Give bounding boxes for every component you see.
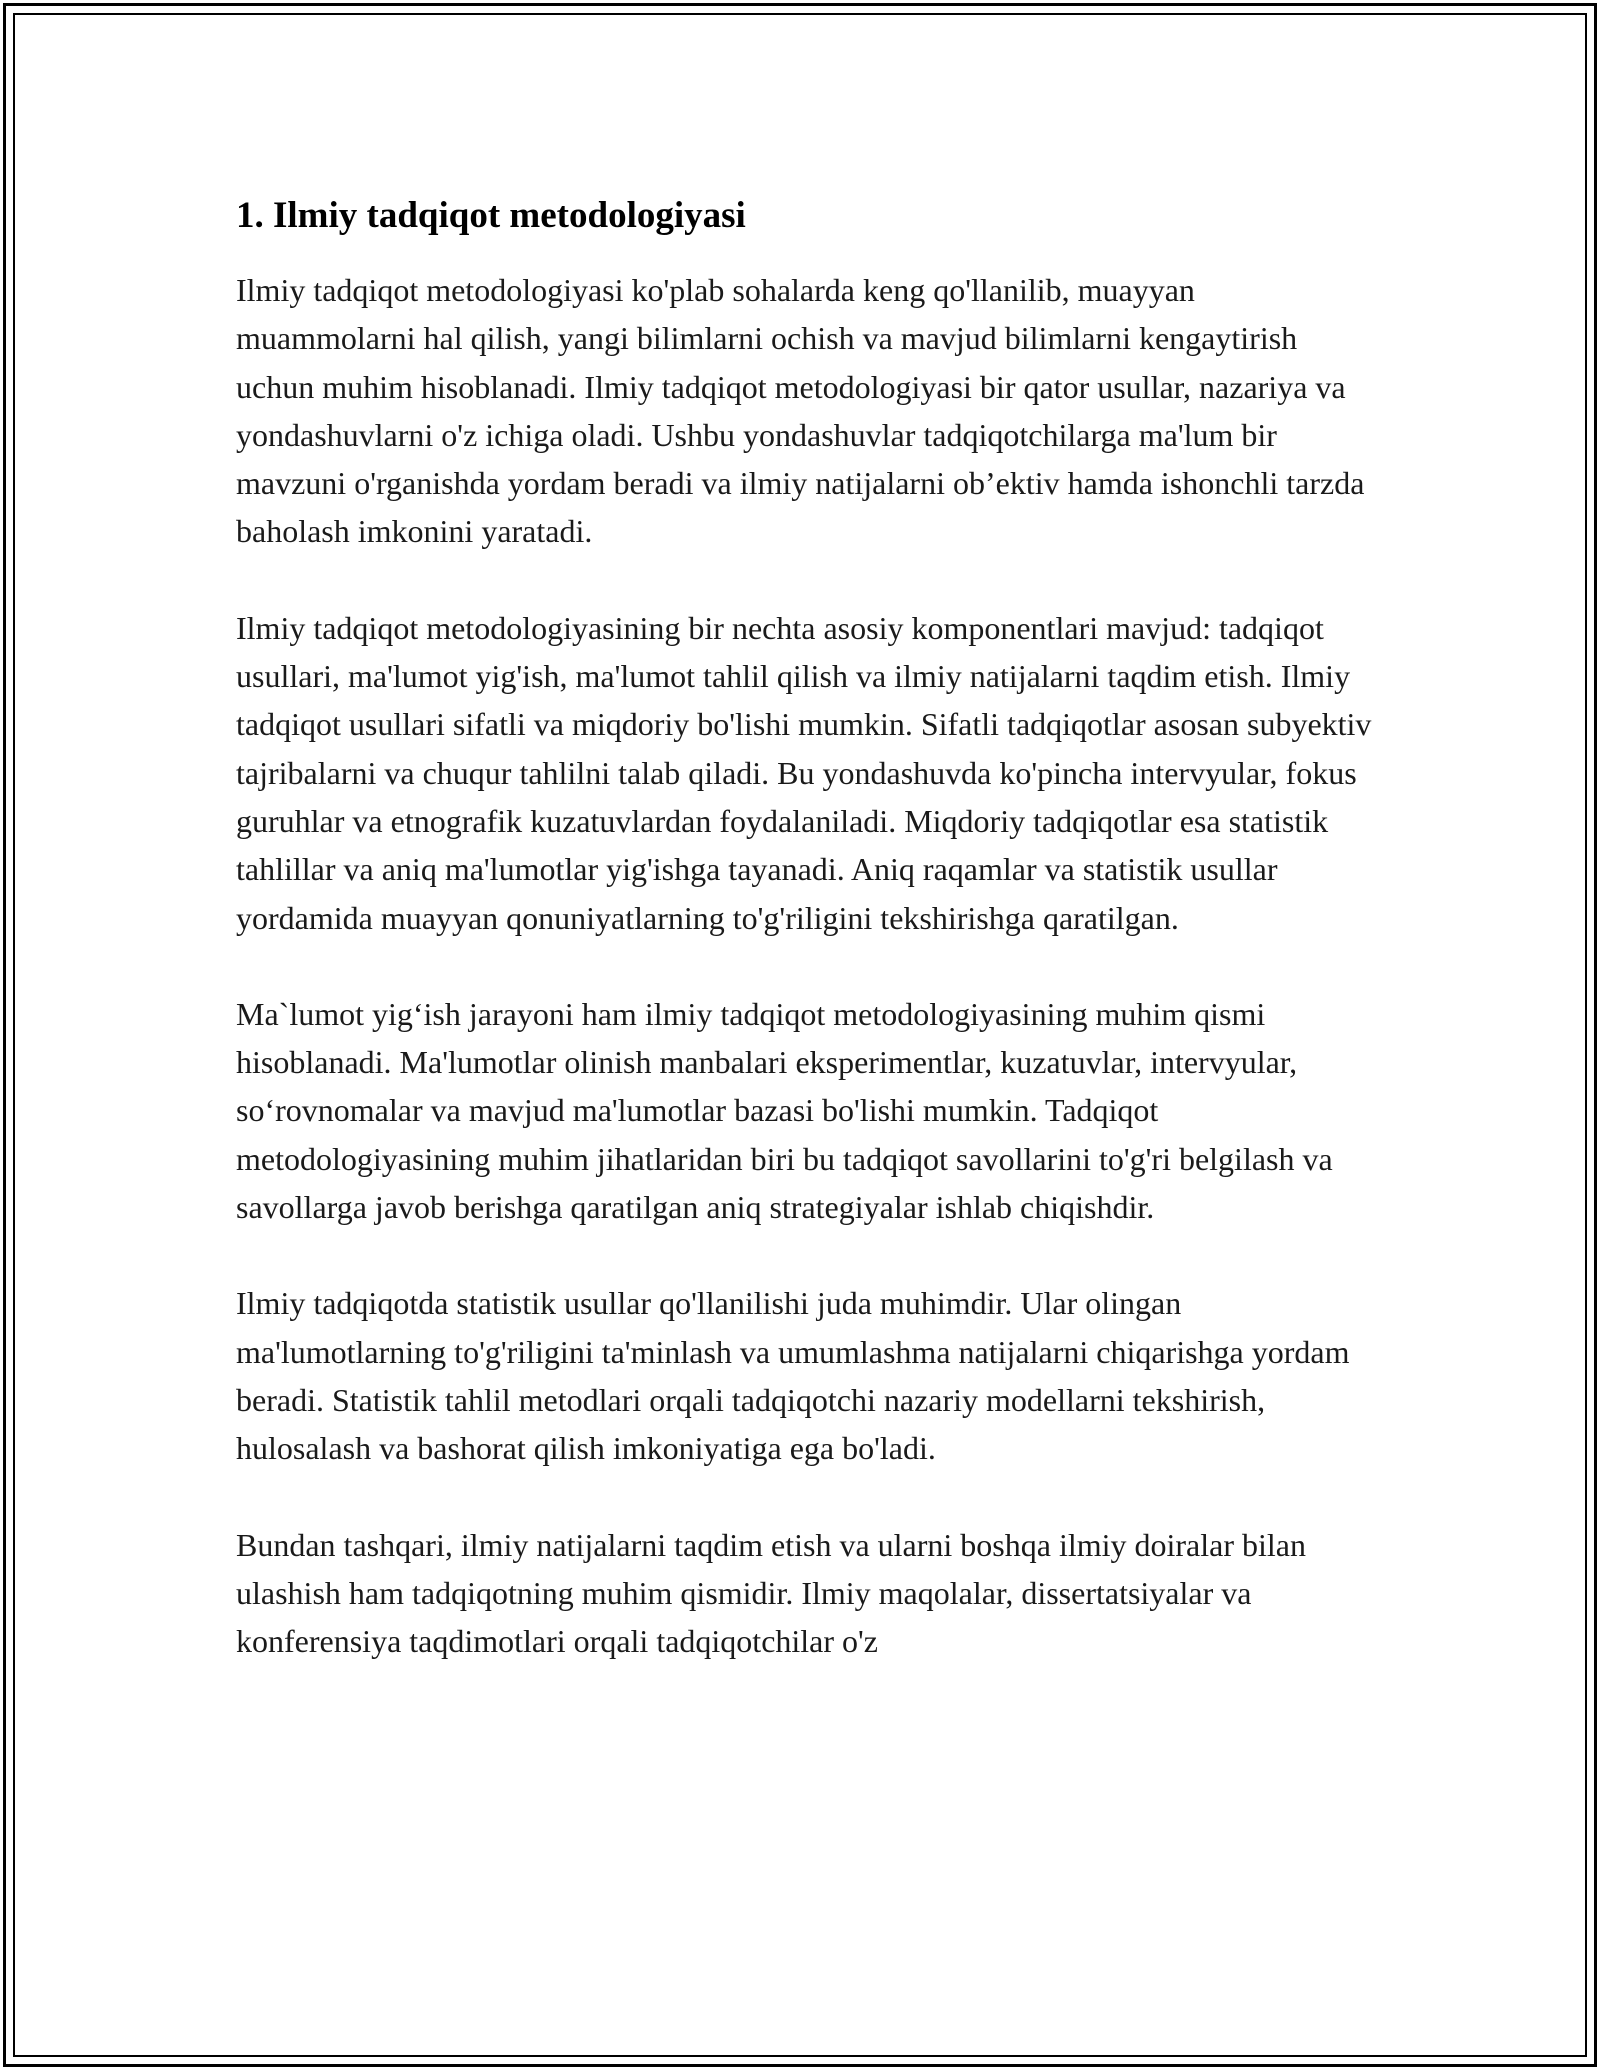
paragraph-4: Ilmiy tadqiqotda statistik usullar qo'llanilishi juda muhimdir. Ular olingan ma'lumotlarning to'g'riligini ta'minlash va umumlashma natijalarni chiqarishga yordam beradi. Statistik tahlil metodlari orqali tadqiqotchi nazariy modellarni tekshirish, hulosalash va bashorat qilish imkoniyatiga ega bo'ladi. <box>236 1285 1350 1467</box>
paragraph-2: Ilmiy tadqiqot metodologiyasining bir nechta asosiy komponentlari mavjud: tadqiqot usullari, ma'lumot yig'ish, ma'lumot tahlil qilish va ilmiy natijalarni taqdim etish. Ilmiy tadqiqot usullari sifatli va miqdoriy bo'lishi mumkin. Sifatli tadqiqotlar asosan subyektiv tajribalarni va chuqur tahlilni talab qiladi. Bu yondashuvda ko'pincha intervyular, fokus guruhlar va etnografik kuzatuvlardan foydalaniladi. Miqdoriy tadqiqotlar esa statistik tahlillar va aniq ma'lumotlar yig'ishga tayanadi. Aniq raqamlar va statistik usullar yordamida muayyan qonuniyatlarning to'g'riligini tekshirishga qaratilgan. <box>236 609 1372 936</box>
document-body <box>236 188 1381 1713</box>
paragraph-1: Ilmiy tadqiqot metodologiyasi ko'plab sohalarda keng qo'llanilib, muayyan muammolarni hal qilish, yangi bilimlarni ochish va mavjud bilimlarni kengaytirish uchun muhim hisoblanadi. Ilmiy tadqiqot metodologiyasi bir qator usullar, nazariya va yondashuvlarni o'z ichiga oladi. Ushbu yondashuvlar tadqiqotchilarga ma'lum bir mavzuni o'rganishda yordam beradi va ilmiy natijalarni ob’ektiv hamda ishonchli tarzda baholash imkonini yaratadi. <box>236 272 1365 550</box>
paragraph-3: Ma`lumot yig‘ish jarayoni ham ilmiy tadqiqot metodologiyasining muhim qismi hisoblanadi. Ma'lumotlar olinish manbalari eksperimentlar, kuzatuvlar, intervyular, so‘rovnomalar va mavjud ma'lumotlar bazasi bo'lishi mumkin. Tadqiqot metodologiyasining muhim jihatlaridan biri bu tadqiqot savollarini to'g'ri belgilash va savollarga javob berishga qaratilgan aniq strategiyalar ishlab chiqishdir. <box>236 995 1333 1226</box>
section-heading: 1. Ilmiy tadqiqot metodologiyasi <box>236 195 746 236</box>
paragraph-5: Bundan tashqari, ilmiy natijalarni taqdim etish va ularni boshqa ilmiy doiralar bilan ulashish ham tadqiqotning muhim qismidir. Ilmiy maqolalar, dissertatsiyalar va konferensiya taqdimotlari orqali tadqiqotchilar o'z <box>236 1526 1306 1660</box>
